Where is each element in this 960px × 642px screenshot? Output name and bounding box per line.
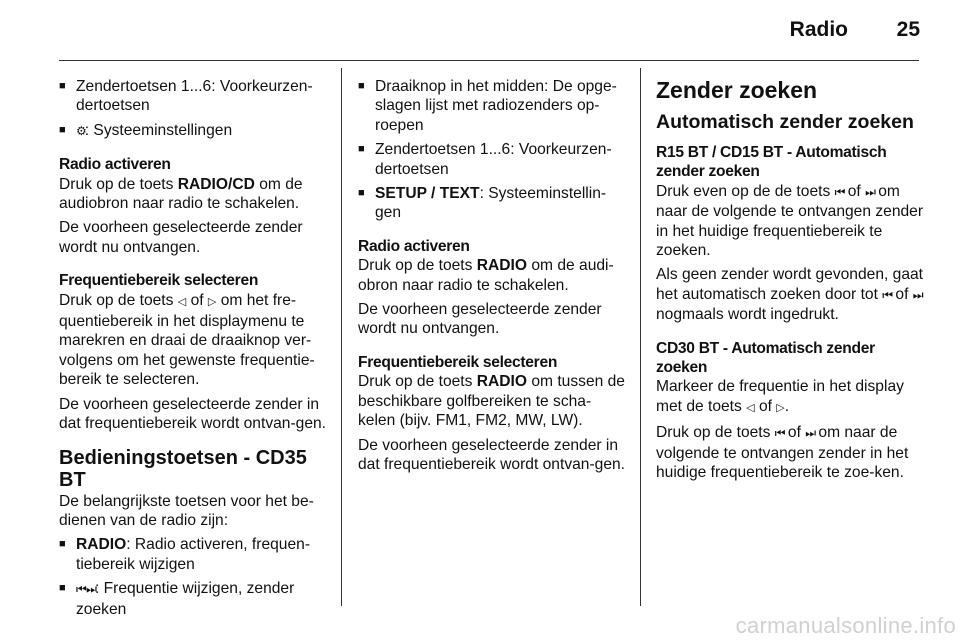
paragraph: De voorheen geselecteerde zender wordt nu ontvangen. bbox=[358, 301, 602, 338]
next-icon: ⏭ bbox=[805, 426, 815, 441]
page-number: 25 bbox=[896, 18, 920, 41]
list-item: ■ ⚙: Systeeminstellingen bbox=[59, 121, 327, 141]
bullet-icon: ■ bbox=[358, 143, 365, 156]
subheading: Frequentiebereik selecteren bbox=[59, 272, 259, 290]
column-1 bbox=[59, 77, 327, 624]
settings-icon: ⚙ bbox=[76, 123, 85, 138]
paragraph: Druk op de toets RADIO om tussen de beschikbare golfbereiken te scha-kelen (bijv. FM1, FM2, MW, LW). bbox=[358, 373, 625, 430]
subheading: Radio activeren bbox=[59, 156, 171, 174]
list-item: ■ SETUP / TEXT: Systeeminstellin-gen bbox=[358, 185, 607, 222]
paragraph: Markeer de frequentie in het display met de toets ◁ of ▷. bbox=[656, 378, 904, 415]
next-icon: ⏭ bbox=[912, 287, 922, 302]
right-arrow-icon: ▷ bbox=[776, 401, 785, 414]
section-heading: Bedieningstoetsen - CD35 BT bbox=[59, 446, 307, 491]
paragraph: Druk op de toets RADIO/CD om de audiobron naar radio te schakelen. bbox=[59, 175, 303, 213]
left-arrow-icon: ◁ bbox=[177, 295, 187, 308]
list-item: ■ Draaiknop in het midden: De opge-slagen lijst met radiozenders op-roepen bbox=[358, 78, 617, 134]
paragraph: Druk op de toets ◁ of ▷ om het fre-quentiebereik in het displaymenu te marekren en draai de draaiknop ver-volgens om het gewenste frequentie-bereik te selecteren. bbox=[59, 291, 315, 389]
subheading: CD30 BT - Automatisch zender zoeken bbox=[656, 339, 875, 377]
right-arrow-icon: ▷ bbox=[207, 295, 217, 308]
left-arrow-icon: ◁ bbox=[746, 401, 755, 414]
prev-icon: ⏮ bbox=[834, 184, 844, 199]
bullet-icon: ■ bbox=[358, 187, 365, 200]
page-header bbox=[0, 0, 960, 56]
paragraph: Druk op de toets ⏮ of ⏭ om naar de volgende te ontvangen zender in het huidige frequentiebereik te zoe-ken. bbox=[656, 424, 909, 482]
paragraph: De belangrijkste toetsen voor het be-dienen van de radio zijn: bbox=[59, 492, 314, 529]
prev-next-icon: ⏮ ⏭ bbox=[76, 582, 95, 597]
column-divider-1 bbox=[341, 68, 342, 606]
column-divider-2 bbox=[640, 68, 641, 606]
column-3 bbox=[656, 77, 924, 488]
list-item: ■ Zendertoetsen 1...6: Voorkeurzen-dertoetsen bbox=[358, 141, 612, 178]
header-rule bbox=[59, 60, 919, 61]
subheading: Radio activeren bbox=[358, 237, 470, 255]
prev-icon: ⏮ bbox=[882, 287, 892, 302]
prev-icon: ⏮ bbox=[774, 426, 784, 441]
paragraph: De voorheen geselecteerde zender wordt nu ontvangen. bbox=[59, 219, 303, 256]
subheading: Frequentiebereik selecteren bbox=[358, 353, 558, 371]
column-2 bbox=[358, 77, 626, 479]
section-subheading: Automatisch zender zoeken bbox=[656, 111, 914, 133]
list-item: ■ ⏮ ⏭: Frequentie wijzigen, zender zoeken bbox=[59, 580, 295, 618]
next-icon: ⏭ bbox=[865, 184, 874, 199]
subheading: R15 BT / CD15 BT - Automatisch zender zoeken bbox=[656, 144, 887, 181]
section-heading: Zender zoeken bbox=[656, 77, 818, 103]
paragraph: Druk even op de de toets ⏮ of ⏭ om naar de volgende te ontvangen zender in het huidige frequentiebereik te zoeken. bbox=[656, 182, 924, 260]
list-item: ■ Zendertoetsen 1...6: Voorkeurzen-dertoetsen bbox=[59, 78, 313, 115]
bullet-icon: ■ bbox=[59, 123, 66, 136]
bullet-icon: ■ bbox=[59, 80, 66, 92]
bullet-icon: ■ bbox=[59, 582, 66, 595]
page-title: Radio bbox=[789, 18, 848, 41]
paragraph: De voorheen geselecteerde zender in dat frequentiebereik wordt ontvan-gen. bbox=[358, 436, 625, 473]
list-item: ■ RADIO: Radio activeren, frequen-tiebereik wijzigen bbox=[59, 536, 311, 573]
paragraph: De voorheen geselecteerde zender in dat frequentiebereik wordt ontvan-gen. bbox=[59, 395, 326, 433]
bullet-icon: ■ bbox=[358, 80, 365, 92]
watermark: carmanualsonline.info bbox=[735, 613, 956, 638]
paragraph: Als geen zender wordt gevonden, gaat het automatisch zoeken door tot ⏮ of ⏭ nogmaals wordt ingedrukt. bbox=[656, 266, 924, 324]
paragraph: Druk op de toets RADIO om de audi-obron naar radio te schakelen. bbox=[358, 257, 614, 294]
bullet-icon: ■ bbox=[59, 538, 66, 551]
